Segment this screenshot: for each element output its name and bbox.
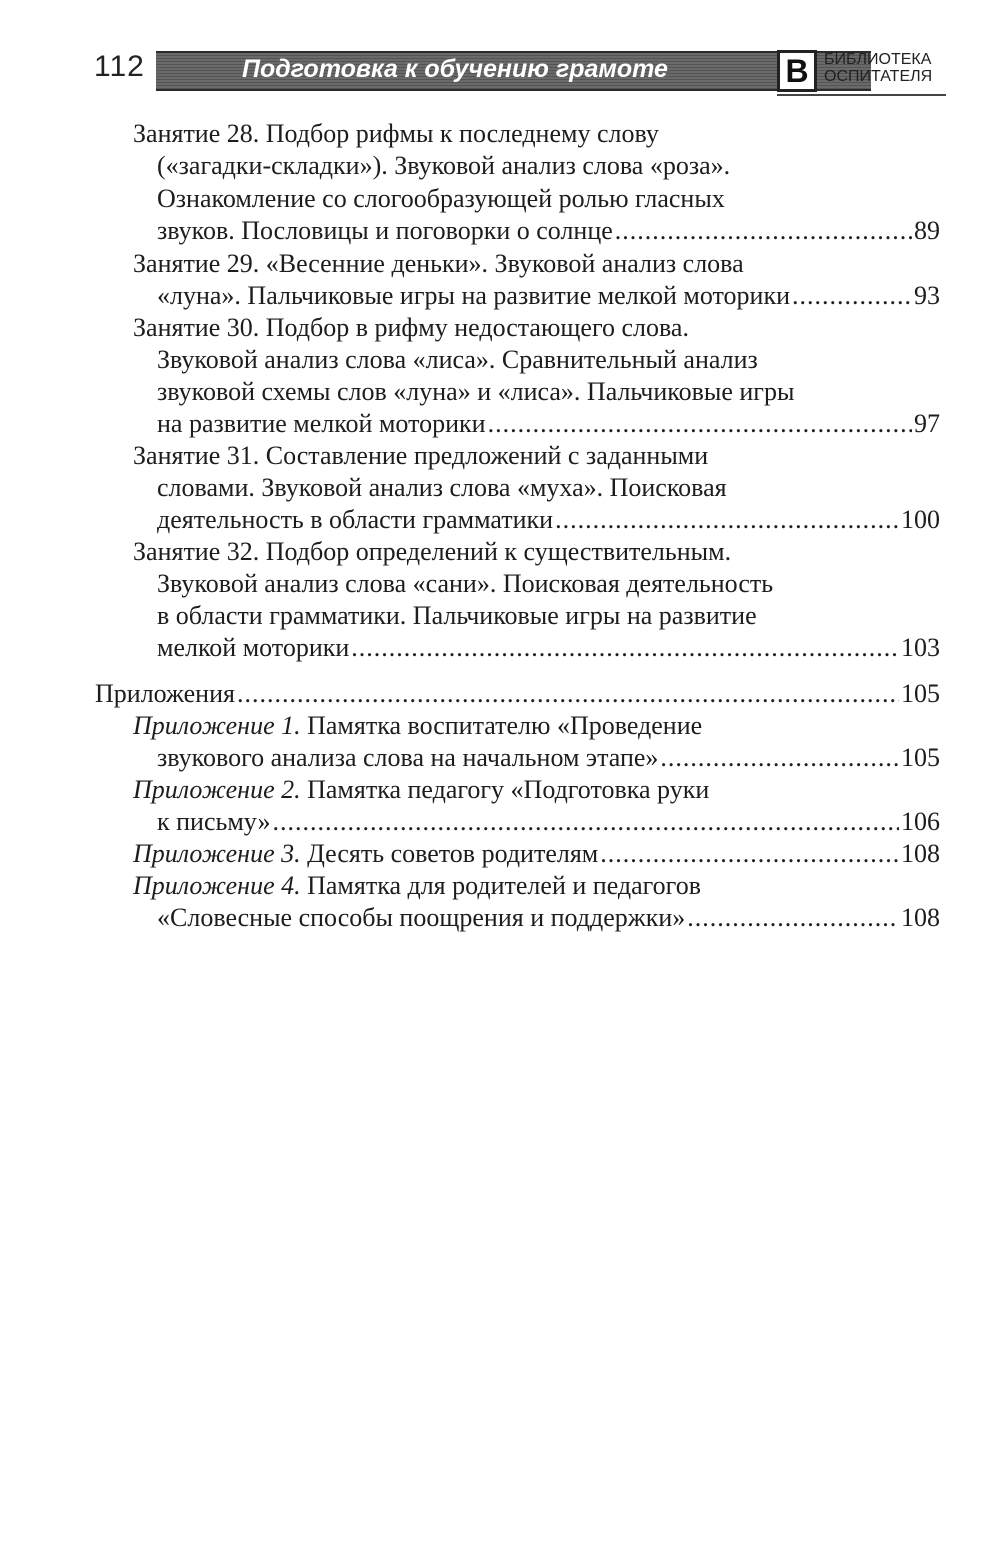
toc-page-number: 103 [901, 633, 940, 662]
dot-leader [600, 838, 899, 870]
dot-leader [615, 215, 912, 247]
toc-entry-text: к письму» [157, 807, 271, 836]
toc-entry-appendix-4-line-2 [157, 902, 940, 934]
toc-entry-32-line-3: в области грамматики. Пальчиковые игры на развитие [157, 601, 757, 630]
series-name [824, 51, 932, 85]
series-name-line-1: БИБЛИОТЕКА [824, 51, 932, 68]
toc-entry-text: «Словесные способы поощрения и поддержки» [157, 903, 686, 932]
toc-entry-31-line-3 [157, 504, 940, 536]
dot-leader [488, 408, 912, 440]
toc-entry-28-line-4 [157, 215, 940, 247]
page-number: 112 [94, 50, 145, 83]
toc-entry-appendix-2-line-1 [133, 774, 709, 806]
toc-entry-appendix-4-line-1 [133, 870, 701, 902]
toc-entry-29-line-2 [157, 280, 940, 312]
toc-entry-28-line-3: Ознакомление со слогообразующей ролью гласных [157, 184, 725, 213]
toc-page-number: 105 [901, 679, 940, 708]
header-title-bar [156, 51, 871, 91]
toc-entry-text: звуков. Пословицы и поговорки о солнце [157, 216, 613, 245]
toc-entry-appendix-3 [133, 838, 940, 870]
toc-entry-text: Приложения [95, 679, 235, 708]
dot-leader [687, 902, 899, 934]
toc-entry-31-line-2: словами. Звуковой анализ слова «муха». Поисковая [157, 473, 727, 502]
toc-page-number: 89 [914, 216, 940, 245]
dot-leader [555, 504, 899, 536]
toc-entry-title: Десять советов родителям [300, 839, 599, 868]
toc-entry-30-line-1: Занятие 30. Подбор в рифму недостающего слова. [133, 313, 689, 342]
toc-entry-text: мелкой моторики [157, 633, 350, 662]
dot-leader [792, 280, 912, 312]
dot-leader [351, 632, 899, 664]
toc-entry-28-line-1: Занятие 28. Подбор рифмы к последнему слову [133, 119, 659, 148]
toc-entry-30-line-4 [157, 408, 940, 440]
appendix-label: Приложение 4. [133, 871, 301, 900]
toc-entry-30-line-3: звуковой схемы слов «луна» и «лиса». Пальчиковые игры [157, 377, 795, 406]
divider [777, 94, 946, 96]
toc-entry-32-line-1: Занятие 32. Подбор определений к существительным. [133, 537, 732, 566]
toc-entry-text: Памятка воспитателю «Проведение [300, 711, 703, 740]
appendix-label: Приложение 2. [133, 775, 301, 804]
toc-entry-appendix-2-line-2 [157, 806, 940, 838]
dot-leader [237, 678, 899, 710]
toc-page-number: 100 [901, 505, 940, 534]
dot-leader [660, 742, 899, 774]
book-title: Подготовка к обучению грамоте [242, 55, 668, 83]
appendix-label: Приложение 1. [133, 711, 301, 740]
toc-page-number: 108 [901, 903, 940, 932]
toc-entry-29-line-1: Занятие 29. «Весенние деньки». Звуковой анализ слова [133, 249, 744, 278]
toc-entry-text: деятельность в области грамматики [157, 505, 554, 534]
toc-page-number: 105 [901, 743, 940, 772]
toc-page-number: 93 [914, 281, 940, 310]
toc-entry-text: на развитие мелкой моторики [157, 409, 486, 438]
toc-entry-text: «луна». Пальчиковые игры на развитие мелкой моторики [157, 281, 791, 310]
toc-page-number: 106 [901, 807, 940, 836]
toc-entry-appendix-1-line-2 [157, 742, 940, 774]
toc-entry-appendix-1-line-1 [133, 710, 702, 742]
toc-page-number: 108 [901, 839, 940, 868]
toc-entry-32-line-4 [157, 632, 940, 664]
toc-entry-text [133, 838, 598, 870]
toc-entry-text: Памятка для родителей и педагогов [300, 871, 701, 900]
running-header [94, 44, 946, 99]
series-logo-icon: В [777, 50, 817, 92]
toc-entry-28-line-2: («загадки-складки»). Звуковой анализ слова «роза». [157, 151, 731, 180]
toc-entry-text: звукового анализа слова на начальном этапе» [157, 743, 659, 772]
dot-leader [272, 806, 899, 838]
toc-entry-31-line-1: Занятие 31. Составление предложений с заданными [133, 441, 709, 470]
appendix-label: Приложение 3. [133, 839, 301, 868]
toc-entry-appendices [95, 678, 940, 710]
series-name-line-2: ОСПИТАТЕЛЯ [824, 68, 933, 85]
toc-entry-30-line-2: Звуковой анализ слова «лиса». Сравнительный анализ [157, 345, 758, 374]
toc-entry-32-line-2: Звуковой анализ слова «сани». Поисковая деятельность [157, 569, 774, 598]
toc-page-number: 97 [914, 409, 940, 438]
toc-entry-text: Памятка педагогу «Подготовка руки [300, 775, 710, 804]
